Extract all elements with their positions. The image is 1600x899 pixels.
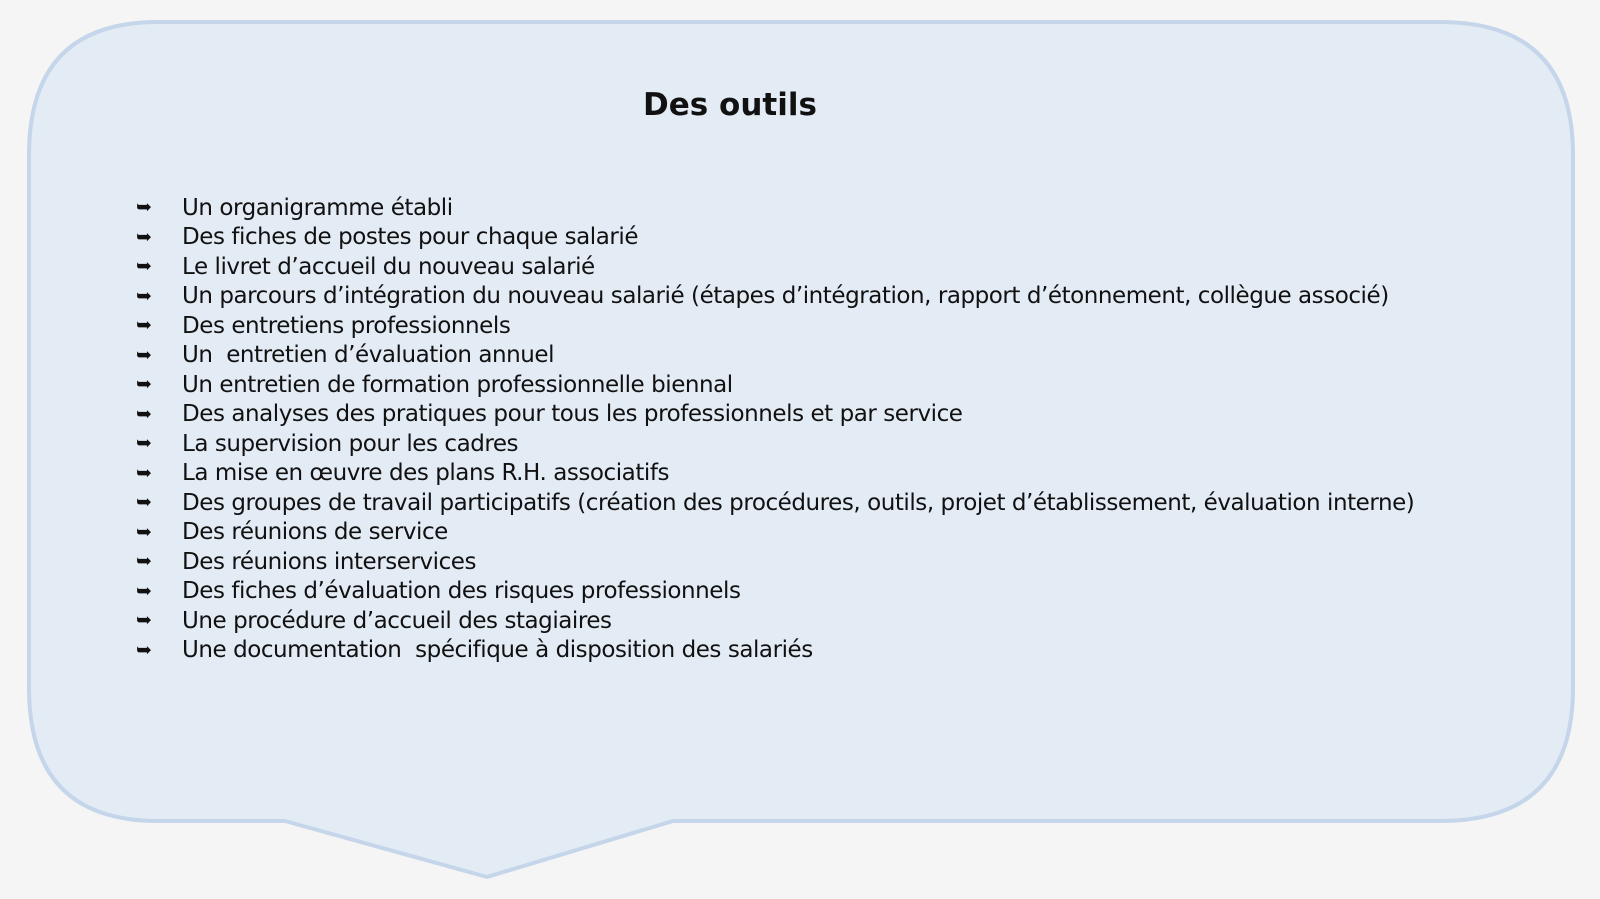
arrow-right-icon: ➥ — [136, 520, 152, 543]
list-item-text: Le livret d’accueil du nouveau salarié — [182, 253, 595, 280]
list-item-text: Un entretien d’évaluation annuel — [182, 342, 555, 369]
list-item — [136, 193, 1414, 223]
arrow-right-icon: ➥ — [136, 284, 152, 307]
tool-list — [136, 193, 1414, 665]
list-item-text: La supervision pour les cadres — [182, 430, 519, 457]
list-item — [136, 370, 1414, 400]
arrow-right-icon: ➥ — [136, 314, 152, 337]
list-item-text: La mise en œuvre des plans R.H. associatifs — [182, 460, 670, 487]
arrow-right-icon: ➥ — [136, 343, 152, 366]
arrow-right-icon: ➥ — [136, 373, 152, 396]
list-item — [136, 636, 1414, 666]
arrow-right-icon: ➥ — [136, 579, 152, 602]
list-item — [136, 223, 1414, 253]
list-item-text: Un entretien de formation professionnelle biennal — [182, 371, 733, 398]
arrow-right-icon: ➥ — [136, 255, 152, 278]
list-item-text: Un organigramme établi — [182, 194, 453, 221]
list-item-text: Des groupes de travail participatifs (création des procédures, outils, projet d’établissement, évaluation interne) — [182, 489, 1415, 516]
arrow-right-icon: ➥ — [136, 638, 152, 661]
arrow-right-icon: ➥ — [136, 432, 152, 455]
list-item — [136, 341, 1414, 371]
list-item — [136, 459, 1414, 489]
list-item — [136, 429, 1414, 459]
arrow-right-icon: ➥ — [136, 609, 152, 632]
list-item-text: Une documentation spécifique à disposition des salariés — [182, 637, 813, 664]
list-item — [136, 547, 1414, 577]
arrow-right-icon: ➥ — [136, 550, 152, 573]
list-item — [136, 577, 1414, 607]
list-item — [136, 311, 1414, 341]
list-item — [136, 488, 1414, 518]
arrow-right-icon: ➥ — [136, 196, 152, 219]
list-item — [136, 282, 1414, 312]
list-item — [136, 252, 1414, 282]
list-item-text: Un parcours d’intégration du nouveau salarié (étapes d’intégration, rapport d’étonnement, collègue associé) — [182, 283, 1389, 310]
list-item — [136, 400, 1414, 430]
list-item — [136, 606, 1414, 636]
arrow-right-icon: ➥ — [136, 461, 152, 484]
list-item-text: Des réunions de service — [182, 519, 448, 546]
list-item-text: Une procédure d’accueil des stagiaires — [182, 607, 612, 634]
list-item — [136, 518, 1414, 548]
arrow-right-icon: ➥ — [136, 225, 152, 248]
list-item-text: Des réunions interservices — [182, 548, 477, 575]
arrow-right-icon: ➥ — [136, 402, 152, 425]
list-item-text: Des analyses des pratiques pour tous les professionnels et par service — [182, 401, 963, 428]
list-item-text: Des fiches d’évaluation des risques professionnels — [182, 578, 741, 605]
arrow-right-icon: ➥ — [136, 491, 152, 514]
page-title: Des outils — [643, 87, 817, 123]
list-item-text: Des fiches de postes pour chaque salarié — [182, 224, 639, 251]
list-item-text: Des entretiens professionnels — [182, 312, 511, 339]
